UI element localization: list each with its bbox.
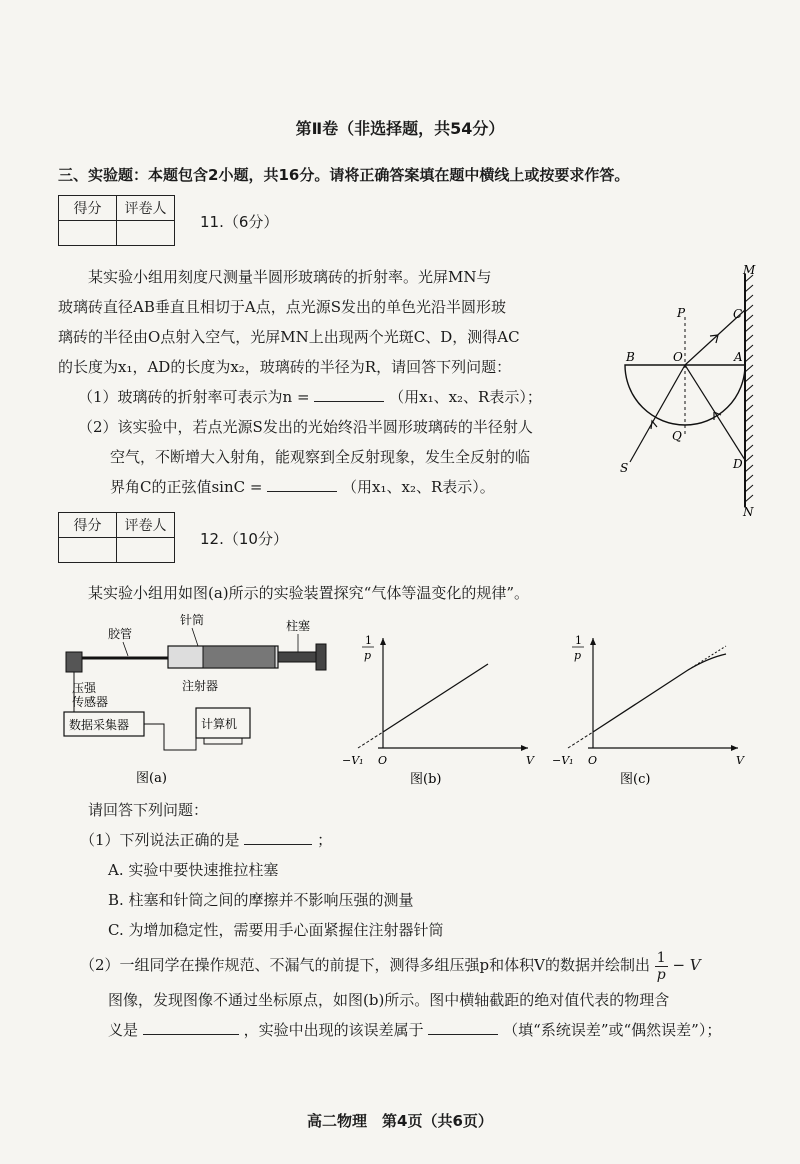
- q12-part2-line3-c: （填“系统误差”或“偶然误差”）；: [503, 1021, 722, 1039]
- y-label-num: 1: [365, 634, 372, 647]
- q12-part2-line3: [80, 1015, 770, 1045]
- neg-v1-label: −V₁: [342, 754, 364, 767]
- x-label: V: [526, 754, 534, 767]
- plunger-rod: [278, 652, 318, 662]
- q12-prompt: 请回答下列问题：: [88, 801, 209, 819]
- y-axis-arrow-icon: [590, 638, 596, 645]
- label-sensor-2: 传感器: [72, 695, 109, 709]
- q11-intro-line: 璃砖的半径由O点射入空气，光屏MN上出现两个光斑C、D，测得AC: [58, 328, 520, 346]
- question-11-body: [58, 262, 618, 502]
- incident-ray: [630, 365, 685, 462]
- option-c: C. 为增加稳定性，需要用手心面紧握住注射器针筒: [108, 921, 444, 939]
- neg-v1-label: −V₁: [552, 754, 574, 767]
- score-cell: [59, 221, 117, 246]
- q12-part1-end: ；: [317, 831, 333, 849]
- q11-intro-line: 玻璃砖直径AB垂直且相切于A点，点光源S发出的单色光沿半圆形玻: [58, 298, 506, 316]
- y-label-den: p: [364, 649, 372, 662]
- answer-blank[interactable]: [267, 477, 337, 492]
- score-header: 得分: [59, 513, 117, 538]
- x-axis-arrow-icon: [731, 745, 738, 751]
- grader-header: 评卷人: [117, 196, 175, 221]
- label-computer: 计算机: [201, 717, 238, 731]
- label-collector: 数据采集器: [69, 718, 130, 732]
- caption-b: 图(b): [410, 772, 442, 787]
- q12-part1: [80, 825, 770, 855]
- label-tube: 胶管: [108, 627, 133, 641]
- grader-cell: [117, 221, 175, 246]
- grader-cell: [117, 538, 175, 563]
- label-D: D: [733, 457, 743, 471]
- q12-part2-tail: − V: [672, 956, 701, 974]
- question-11-number: 11.（6分）: [200, 213, 279, 231]
- score-table-12: [58, 512, 175, 563]
- caption-c: 图(c): [620, 772, 651, 787]
- q11-part1: [58, 382, 618, 412]
- label-A: A: [734, 350, 743, 364]
- apparatus-figure: [58, 612, 348, 787]
- label-B: B: [626, 350, 635, 364]
- q11-part1-suffix: （用x₁、x₂、R表示）；: [389, 388, 542, 406]
- q11-part2-line1: （2）该实验中，若点光源S发出的光始终沿半圆形玻璃砖的半径射人: [78, 418, 533, 436]
- label-M: M: [743, 263, 756, 277]
- fraction-denominator: p: [656, 966, 666, 983]
- q12-part2-line1: [80, 945, 770, 985]
- q12-part2-line3-a: 义是: [108, 1021, 139, 1039]
- label-Q: Q: [672, 429, 682, 443]
- plunger-handle: [316, 644, 326, 670]
- caption-a: 图(a): [136, 771, 167, 786]
- q12-intro: 某实验小组用如图(a)所示的实验装置探究“气体等温变化的规律”。: [88, 584, 529, 602]
- refraction-figure: [610, 262, 780, 517]
- option-b: B. 柱塞和针筒之间的摩擦并不影响压强的测量: [108, 891, 414, 909]
- label-sensor-1: 压强: [72, 681, 97, 695]
- graph-b: [338, 628, 548, 788]
- q12-part2-line3-b: ，实验中出现的该误差属于: [243, 1021, 424, 1039]
- q11-part2-prefix: 界角C的正弦值sinC =: [110, 478, 263, 496]
- fraction-numerator: 1: [656, 949, 666, 966]
- question-12-parts: [80, 795, 770, 1045]
- q11-intro-line: 的长度为x₁，AD的长度为x₂，玻璃砖的半径为R，请回答下列问题：: [58, 358, 512, 376]
- label-needle: 针筒: [180, 613, 205, 627]
- x-label: V: [736, 754, 744, 767]
- option-a: A. 实验中要快速推拉柱塞: [108, 861, 279, 879]
- q11-part1-prefix: （1）玻璃砖的折射率可表示为n =: [78, 388, 310, 406]
- grader-header: 评卷人: [117, 513, 175, 538]
- extrapolation-line: [568, 732, 593, 748]
- extrapolation-line: [358, 732, 383, 748]
- section-heading: 三、实验题：本题包含2小题，共16分。请将正确答案填在题中横线上或按要求作答。: [58, 166, 630, 184]
- x-axis-arrow-icon: [521, 745, 528, 751]
- label-N: N: [743, 505, 754, 517]
- q11-part2-suffix: （用x₁、x₂、R表示）。: [342, 478, 495, 496]
- answer-blank[interactable]: [428, 1020, 498, 1035]
- y-axis-arrow-icon: [380, 638, 386, 645]
- q12-part1-text: （1）下列说法正确的是: [80, 831, 240, 849]
- answer-blank[interactable]: [314, 387, 384, 402]
- label-plunger: 柱塞: [286, 619, 311, 633]
- q11-part2-line2: 空气，不断增大入射角，能观察到全反射现象，发生全反射的临: [110, 448, 531, 466]
- q11-intro-line: 某实验小组用刻度尺测量半圆形玻璃砖的折射率。光屏MN与: [88, 268, 492, 286]
- label-S: S: [620, 461, 629, 475]
- y-label-num: 1: [575, 634, 582, 647]
- fraction: [655, 950, 668, 983]
- pressure-sensor: [66, 652, 82, 672]
- y-label-den: p: [574, 649, 582, 662]
- data-curve: [593, 654, 726, 732]
- origin-label: O: [588, 754, 598, 767]
- label-P: P: [677, 306, 686, 320]
- computer-base: [204, 738, 242, 744]
- q11-part2: [58, 472, 618, 502]
- screen-hatching: [745, 275, 753, 502]
- answer-blank[interactable]: [143, 1020, 239, 1035]
- label-C: C: [733, 307, 743, 321]
- q12-part2-line2: 图像，发现图像不通过坐标原点，如图(b)所示。图中横轴截距的绝对值代表的物理含: [108, 991, 670, 1009]
- data-cable: [144, 724, 196, 750]
- page-title: 第Ⅱ卷（非选择题，共54分）: [295, 119, 505, 138]
- graph-c: [548, 628, 758, 788]
- arrow-icon: [651, 421, 657, 429]
- q12-part2-text: （2）一组同学在操作规范、不漏气的前提下，测得多组压强p和体积V的数据并绘制出: [80, 956, 650, 974]
- score-table-11: [58, 195, 175, 246]
- label-syringe: 注射器: [182, 679, 219, 693]
- data-line: [383, 664, 488, 732]
- label-O: O: [673, 350, 683, 364]
- syringe-fill: [203, 646, 275, 668]
- score-header: 得分: [59, 196, 117, 221]
- page-footer: 高二物理 第4页（共6页）: [307, 1112, 493, 1130]
- answer-blank[interactable]: [244, 830, 312, 845]
- origin-label: O: [378, 754, 388, 767]
- question-12-number: 12.（10分）: [200, 530, 288, 548]
- score-cell: [59, 538, 117, 563]
